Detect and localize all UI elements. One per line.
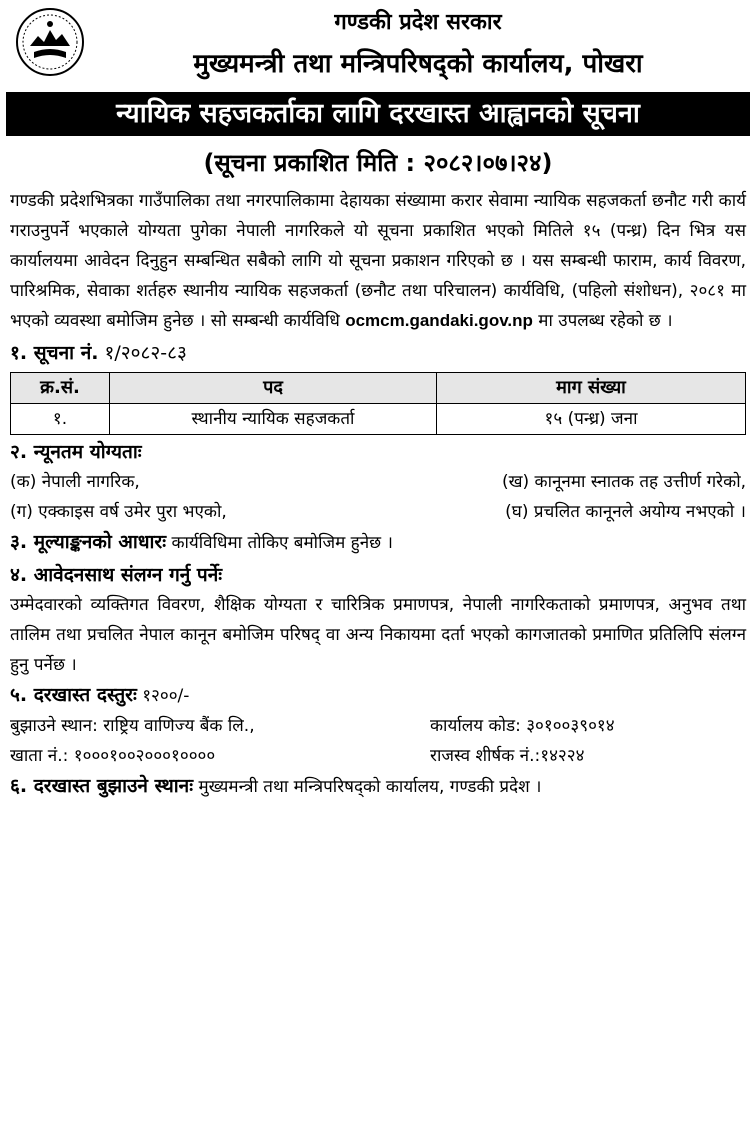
intro-text: गण्डकी प्रदेशभित्रका गाउँपालिका तथा नगरपालिकामा देहायका संख्यामा करार सेवामा न्यायिक सहजकर्ता छनौट गरी कार्य गराउनुपर्ने भएकाले योग्यता पुगेका नेपाली नागरिकले यो सूचना प्रकाशित भएको मितिले १५ (पन्ध्र) दिन भित्र यस कार्यालयमा आवेदन दिनुहुन सम्बन्धित सबैको लागि यो सूचना प्रकाशन गरिएको छ । यस सम्बन्धी फाराम, कार्य विवरण, पारिश्रमिक, सेवाका शर्तहरु स्थानीय न्यायिक सहजकर्ता (छनौट तथा परिचालन) कार्यविधि, (पहिलो संशोधन), २०८१ मा भएको व्यवस्था बमोजिम हुनेछ । सो सम्बन्धी कार्यविधि [10,191,746,331]
table-row [11,404,746,435]
qualification-a: (क) नेपाली नागरिक, [10,472,140,492]
evaluation-line [10,527,746,558]
government-emblem-icon [14,6,86,78]
fee-value: १२००/- [136,686,190,706]
fee-label: ५. दरखास्त दस्तुरः [10,684,137,706]
notice-number-value: १/२०८२-८३ [98,342,187,364]
payment-place: बुझाउने स्थान: राष्ट्रिय वाणिज्य बैंक लि., [10,716,255,736]
evaluation-label: ३. मूल्याङ्कनको आधारः [10,531,167,553]
account-number: खाता नं.: १०००१००२०००१०००० [10,746,216,766]
table-cell: १५ (पन्ध्र) जना [437,404,746,435]
fee-line [10,680,746,711]
submit-text: मुख्यमन्त्री तथा मन्त्रिपरिषद्को कार्यालय, गण्डकी प्रदेश । [193,777,542,797]
revenue-heading: राजस्व शीर्षक नं.:१४२२४ [430,746,585,766]
header [0,0,756,90]
qualification-d: (घ) प्रचलित कानूनले अयोग्य नभएको । [505,502,746,522]
attachments-text: उम्मेदवारको व्यक्तिगत विवरण, शैक्षिक योग्यता र चारित्रिक प्रमाणपत्र, नेपाली नागरिकताको प्रमाणपत्र, अनुभव तथा तालिम तथा प्रचलित नेपाल कानून बमोजिम परिषद् वा अन्य निकायमा दर्ता भएको कागजातको प्रमाणित प्रतिलिपि संलग्न हुनु पर्नेछ । [10,595,746,675]
notice-number-label: १. सूचना नं. [10,342,99,364]
publication-date: (सूचना प्रकाशित मिति : २०८२।०७।२४) [203,149,553,177]
table-header-row [11,373,746,404]
government-title: गण्डकी प्रदेश सरकार [334,10,502,35]
office-code: कार्यालय कोड: ३०१००३९०१४ [430,716,615,736]
table-cell: स्थानीय न्यायिक सहजकर्ता [110,404,437,435]
table-header: पद [110,373,437,404]
intro-tail: मा उपलब्ध रहेको छ । [532,311,673,331]
qualification-c: (ग) एक्काइस वर्ष उमेर पुरा भएको, [10,502,227,522]
fee-details-row [10,741,746,771]
intro-paragraph [10,186,746,336]
post-table [10,372,746,435]
office-title: मुख्यमन्त्री तथा मन्त्रिपरिषद्को कार्यालय, पोखरा [193,49,643,79]
qualifications-row [10,467,746,497]
fee-details-row [10,711,746,741]
notice-number [10,338,746,368]
notice-body [10,186,746,802]
qualifications-heading: २. न्यूनतम योग्यताः [10,441,142,463]
notice-banner: न्यायिक सहजकर्ताका लागि दरखास्त आह्वानको सूचना [6,92,750,136]
attachments-heading: ४. आवेदनसाथ संलग्न गर्नु पर्नेः [10,564,223,586]
submit-line [10,771,746,802]
table-cell: १. [11,404,110,435]
table-header: क्र.सं. [11,373,110,404]
evaluation-text: कार्यविधिमा तोकिए बमोजिम हुनेछ । [166,533,393,553]
qualifications-row [10,497,746,527]
website-url: ocmcm.gandaki.gov.np [345,311,533,330]
table-header: माग संख्या [437,373,746,404]
qualification-b: (ख) कानूनमा स्नातक तह उत्तीर्ण गरेको, [501,472,746,492]
submit-label: ६. दरखास्त बुझाउने स्थानः [10,775,194,797]
